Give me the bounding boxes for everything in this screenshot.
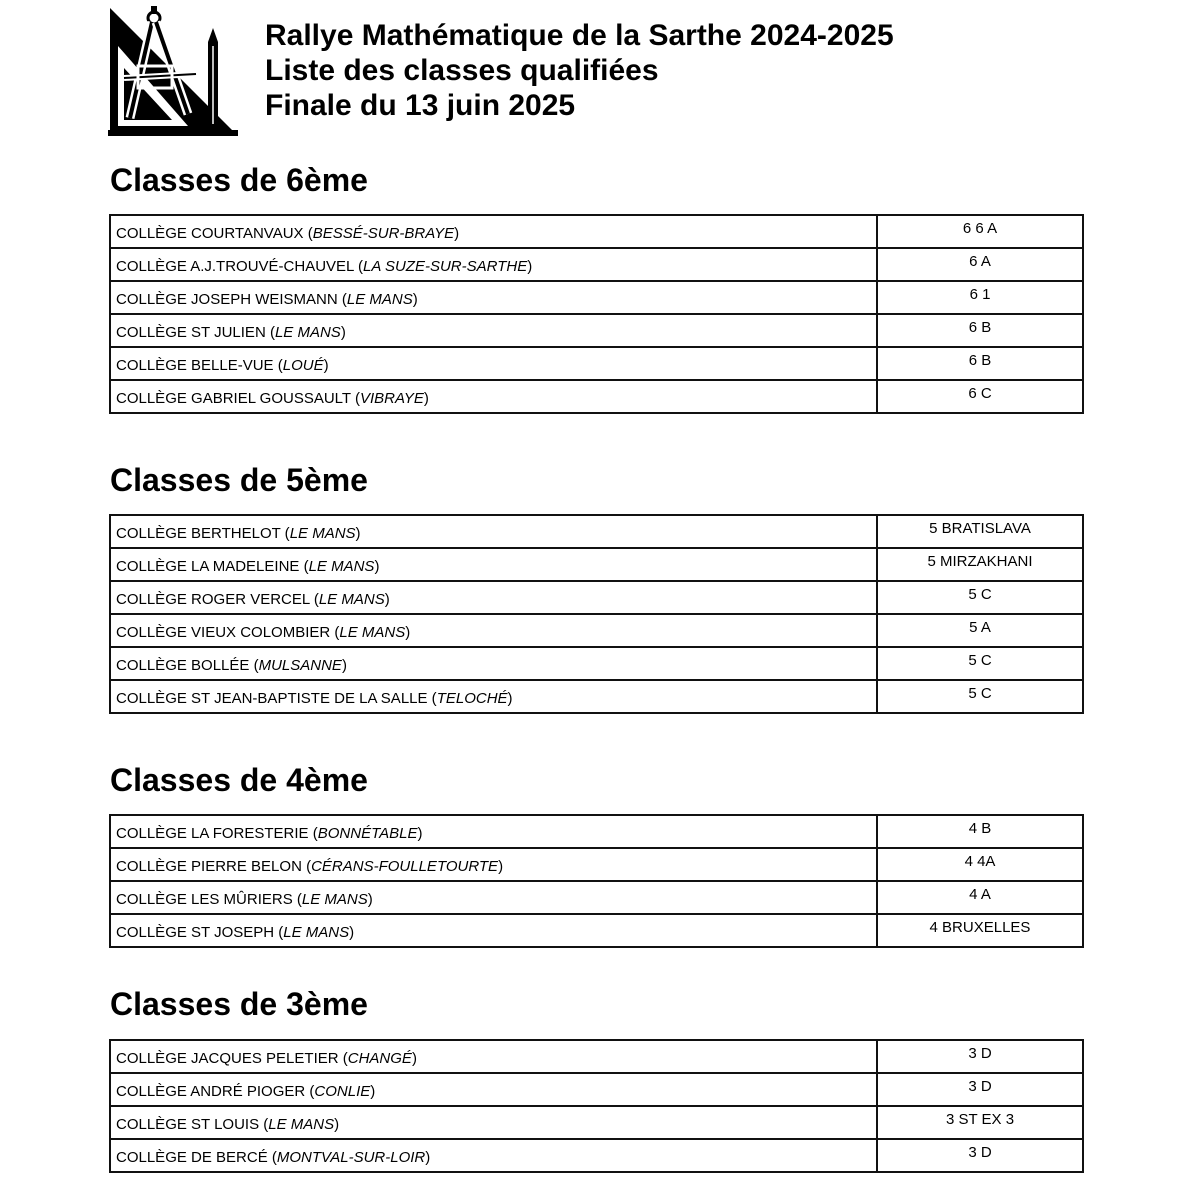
class-name: 5 MIRZAKHANI <box>877 548 1083 581</box>
section-title-3eme: Classes de 3ème <box>110 986 368 1022</box>
table-row: COLLÈGE ST JEAN-BAPTISTE DE LA SALLE (TELOCHÉ) 5 C <box>110 680 1083 713</box>
table-row: COLLÈGE DE BERCÉ (MONTVAL-SUR-LOIR) 3 D <box>110 1139 1083 1172</box>
table-row: COLLÈGE ST LOUIS (LE MANS) 3 ST EX 3 <box>110 1106 1083 1139</box>
class-name: 3 ST EX 3 <box>877 1106 1083 1139</box>
rallye-logo-icon <box>108 6 240 138</box>
school-name: COLLÈGE BOLLÉE <box>116 656 250 674</box>
table-row: COLLÈGE PIERRE BELON (CÉRANS-FOULLETOURTE) 4 4A <box>110 848 1083 881</box>
school-city: CÉRANS-FOULLETOURTE <box>311 857 499 875</box>
table-row: COLLÈGE A.J.TROUVÉ-CHAUVEL (LA SUZE-SUR-SARTHE) 6 A <box>110 248 1083 281</box>
class-name: 3 D <box>877 1073 1083 1106</box>
class-name: 6 6 A <box>877 215 1083 248</box>
table-6eme <box>109 214 1084 414</box>
class-name: 3 D <box>877 1040 1083 1073</box>
table-row: COLLÈGE GABRIEL GOUSSAULT (VIBRAYE) 6 C <box>110 380 1083 413</box>
table-3eme <box>109 1039 1084 1173</box>
table-row: COLLÈGE ANDRÉ PIOGER (CONLIE) 3 D <box>110 1073 1083 1106</box>
class-name: 5 C <box>877 647 1083 680</box>
table-row: COLLÈGE ST JOSEPH (LE MANS) 4 BRUXELLES <box>110 914 1083 947</box>
school-city: CONLIE <box>314 1082 371 1100</box>
table-row: COLLÈGE BELLE-VUE (LOUÉ) 6 B <box>110 347 1083 380</box>
school-city: LE MANS <box>301 890 368 908</box>
table-row: COLLÈGE JOSEPH WEISMANN (LE MANS) 6 1 <box>110 281 1083 314</box>
school-city: LA SUZE-SUR-SARTHE <box>363 257 528 275</box>
school-name: COLLÈGE ST JEAN-BAPTISTE DE LA SALLE <box>116 689 428 707</box>
table-row: COLLÈGE LA MADELEINE (LE MANS) 5 MIRZAKHANI <box>110 548 1083 581</box>
school-name: COLLÈGE ROGER VERCEL <box>116 590 310 608</box>
class-name: 6 1 <box>877 281 1083 314</box>
table-row: COLLÈGE ROGER VERCEL (LE MANS) 5 C <box>110 581 1083 614</box>
school-city: BONNÉTABLE <box>317 824 418 842</box>
class-name: 6 B <box>877 347 1083 380</box>
class-name: 5 C <box>877 680 1083 713</box>
class-name: 6 C <box>877 380 1083 413</box>
school-city: LE MANS <box>274 323 341 341</box>
table-row: COLLÈGE BOLLÉE (MULSANNE) 5 C <box>110 647 1083 680</box>
school-name: COLLÈGE BERTHELOT <box>116 524 281 542</box>
table-row: COLLÈGE ST JULIEN (LE MANS) 6 B <box>110 314 1083 347</box>
school-name: COLLÈGE JOSEPH WEISMANN <box>116 290 338 308</box>
school-name: COLLÈGE PIERRE BELON <box>116 857 302 875</box>
school-city: LE MANS <box>268 1115 335 1133</box>
school-city: MULSANNE <box>258 656 342 674</box>
table-row: COLLÈGE LA FORESTERIE (BONNÉTABLE) 4 B <box>110 815 1083 848</box>
school-city: VIBRAYE <box>359 389 424 407</box>
school-city: LE MANS <box>339 623 406 641</box>
school-name: COLLÈGE ANDRÉ PIOGER <box>116 1082 306 1100</box>
class-name: 5 C <box>877 581 1083 614</box>
school-city: LE MANS <box>318 590 385 608</box>
class-name: 4 4A <box>877 848 1083 881</box>
school-city: LE MANS <box>283 923 350 941</box>
table-5eme <box>109 514 1084 714</box>
school-name: COLLÈGE LA FORESTERIE <box>116 824 309 842</box>
section-title-4eme: Classes de 4ème <box>110 762 368 798</box>
school-city: BESSÉ-SUR-BRAYE <box>312 224 455 242</box>
school-name: COLLÈGE BELLE-VUE <box>116 356 274 374</box>
header-title: Rallye Mathématique de la Sarthe 2024-2025 <box>265 19 894 52</box>
school-city: LOUÉ <box>282 356 324 374</box>
table-4eme <box>109 814 1084 948</box>
school-name: COLLÈGE DE BERCÉ <box>116 1148 268 1166</box>
school-city: LE MANS <box>289 524 356 542</box>
school-name: COLLÈGE LES MÛRIERS <box>116 890 293 908</box>
class-name: 4 B <box>877 815 1083 848</box>
section-title-6eme: Classes de 6ème <box>110 162 368 198</box>
school-name: COLLÈGE LA MADELEINE <box>116 557 300 575</box>
class-name: 4 A <box>877 881 1083 914</box>
document-header <box>265 18 894 123</box>
school-name: COLLÈGE GABRIEL GOUSSAULT <box>116 389 351 407</box>
school-name: COLLÈGE ST JULIEN <box>116 323 266 341</box>
class-name: 5 A <box>877 614 1083 647</box>
class-name: 6 A <box>877 248 1083 281</box>
school-name: COLLÈGE ST JOSEPH <box>116 923 275 941</box>
table-row: COLLÈGE VIEUX COLOMBIER (LE MANS) 5 A <box>110 614 1083 647</box>
class-name: 6 B <box>877 314 1083 347</box>
class-name: 3 D <box>877 1139 1083 1172</box>
table-row: COLLÈGE COURTANVAUX (BESSÉ-SUR-BRAYE) 6 6 A <box>110 215 1083 248</box>
class-name: 4 BRUXELLES <box>877 914 1083 947</box>
school-name: COLLÈGE JACQUES PELETIER <box>116 1049 339 1067</box>
school-city: LE MANS <box>346 290 413 308</box>
header-final-date: Finale du 13 juin 2025 <box>265 89 576 122</box>
school-name: COLLÈGE VIEUX COLOMBIER <box>116 623 331 641</box>
table-row: COLLÈGE BERTHELOT (LE MANS) 5 BRATISLAVA <box>110 515 1083 548</box>
school-name: COLLÈGE ST LOUIS <box>116 1115 260 1133</box>
school-name: COLLÈGE A.J.TROUVÉ-CHAUVEL <box>116 257 354 275</box>
school-city: LE MANS <box>308 557 375 575</box>
school-city: CHANGÉ <box>347 1049 412 1067</box>
table-row: COLLÈGE LES MÛRIERS (LE MANS) 4 A <box>110 881 1083 914</box>
school-name: COLLÈGE COURTANVAUX <box>116 224 304 242</box>
header-subtitle: Liste des classes qualifiées <box>265 54 659 87</box>
school-city: MONTVAL-SUR-LOIR <box>276 1148 426 1166</box>
table-row: COLLÈGE JACQUES PELETIER (CHANGÉ) 3 D <box>110 1040 1083 1073</box>
class-name: 5 BRATISLAVA <box>877 515 1083 548</box>
section-title-5eme: Classes de 5ème <box>110 462 368 498</box>
school-city: TELOCHÉ <box>436 689 508 707</box>
